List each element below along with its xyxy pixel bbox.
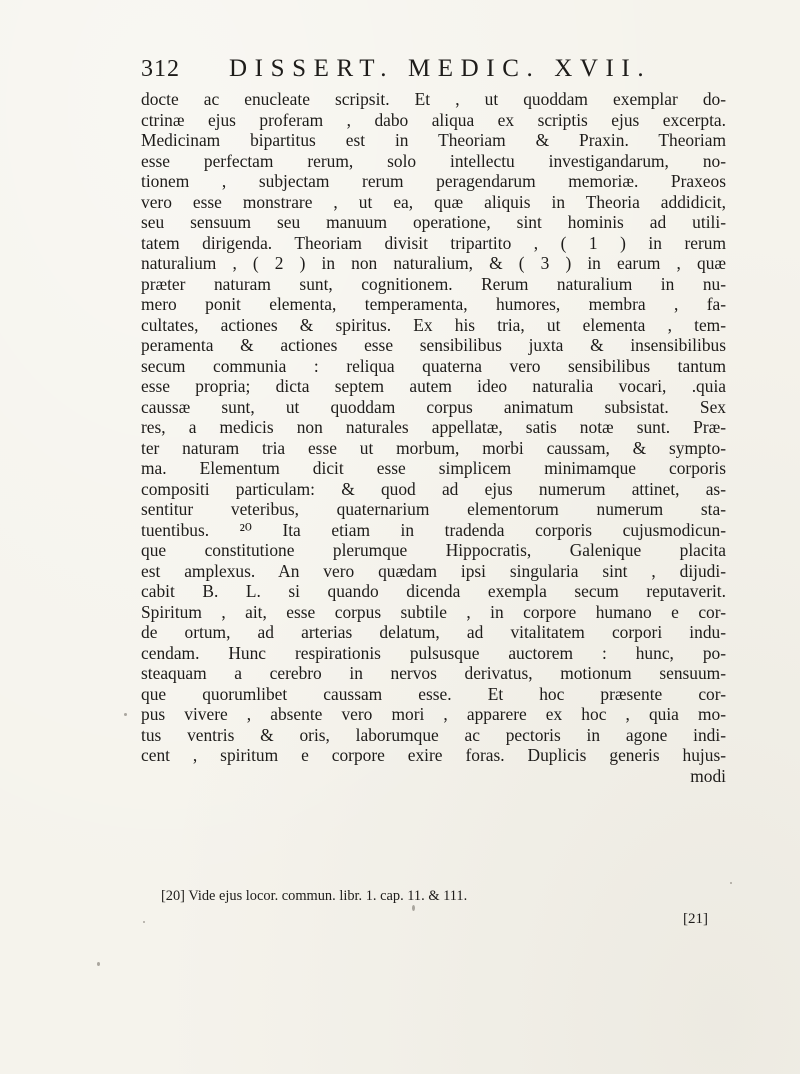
text-line: de ortum, ad arterias delatum, ad vitalitatem corpori indu- <box>141 622 726 642</box>
text-line: peramenta & actiones esse sensibilibus juxta & insensibilibus <box>141 335 726 355</box>
text-line: vero esse monstrare , ut ea, quæ aliquis in Theoria addidicit, <box>141 191 726 212</box>
text-line: steaquam a cerebro in nervos derivatus, motionum sensuum- <box>141 663 726 683</box>
text-line: mero ponit elementa, temperamenta, humores, membra , fa- <box>141 294 726 314</box>
text-line: docte ac enucleate scripsit. Et , ut quoddam exemplar do- <box>141 89 726 109</box>
ink-speck <box>730 882 732 884</box>
text-line: secum communia : reliqua quaterna vero sensibilibus tantum <box>141 355 726 376</box>
text-line: pus vivere , absente vero mori , apparere ex hoc , quia mo- <box>141 704 726 724</box>
text-line: compositi particulam: & quod ad ejus numerum attinet, as- <box>141 478 726 499</box>
text-line: cultates, actiones & spiritus. Ex his tria, ut elementa , tem- <box>141 314 726 335</box>
text-line: tatem dirigenda. Theoriam divisit tripartito , ( 1 ) in rerum <box>141 232 726 253</box>
text-line: est amplexus. An vero quædam ipsi singularia sint , dijudi- <box>141 560 726 581</box>
text-line: ter naturam tria esse ut morbum, morbi caussam, & sympto- <box>141 437 726 458</box>
text-line: caussæ sunt, ut quoddam corpus animatum subsistat. Sex <box>141 396 726 417</box>
text-line: esse propria; dicta septem autem ideo naturalia vocari, .quia <box>141 376 726 396</box>
ink-speck <box>143 921 145 923</box>
footnote: [20] Vide ejus locor. commun. libr. 1. cap. 11. & 111. <box>161 888 468 904</box>
signature-mark: [21] <box>683 911 708 927</box>
running-head: DISSERT. MEDIC. XVII. <box>229 55 652 82</box>
text-line: cabit B. L. si quando dicenda exempla secum reputaverit. <box>141 581 726 601</box>
text-line: res, a medicis non naturales appellatæ, satis notæ sunt. Præ- <box>141 417 726 437</box>
page-number: 312 <box>141 56 180 82</box>
text-line: sentitur veteribus, quaternarium elementorum numerum sta- <box>141 499 726 519</box>
text-line: seu sensuum seu manuum operatione, sint hominis ad utili- <box>141 212 726 232</box>
text-line: tionem , subjectam rerum peragendarum memoriæ. Praxeos <box>141 171 726 191</box>
ink-speck <box>97 962 100 966</box>
text-line: tus ventris & oris, laborumque ac pectoris in agone indi- <box>141 724 726 745</box>
ink-speck <box>124 713 127 716</box>
text-line: ma. Elementum dicit esse simplicem minimamque corporis <box>141 458 726 478</box>
text-line: que quorumlibet caussam esse. Et hoc præsente cor- <box>141 683 726 704</box>
text-line: tuentibus. ²⁰ Ita etiam in tradenda corporis cujusmodicun- <box>141 519 726 540</box>
body-text <box>141 89 726 786</box>
text-line: esse perfectam rerum, solo intellectu investigandarum, no- <box>141 150 726 171</box>
text-line: naturalium , ( 2 ) in non naturalium, & ( 3 ) in earum , quæ <box>141 253 726 273</box>
text-line: Spiritum , ait, esse corpus subtile , in corpore humano e cor- <box>141 601 726 622</box>
text-line: Medicinam bipartitus est in Theoriam & Praxin. Theoriam <box>141 130 726 150</box>
text-line: que constitutione plerumque Hippocratis, Galenique placita <box>141 540 726 560</box>
ink-speck <box>412 905 415 911</box>
text-line: præter naturam sunt, cognitionem. Rerum naturalium in nu- <box>141 273 726 294</box>
text-line: cent , spiritum e corpore exire foras. Duplicis generis hujus- <box>141 745 726 765</box>
text-line: cendam. Hunc respirationis pulsusque auctorem : hunc, po- <box>141 642 726 663</box>
catchword: modi <box>690 765 726 786</box>
page-header <box>141 52 681 86</box>
text-line: ctrinæ ejus proferam , dabo aliqua ex scriptis ejus excerpta. <box>141 109 726 130</box>
